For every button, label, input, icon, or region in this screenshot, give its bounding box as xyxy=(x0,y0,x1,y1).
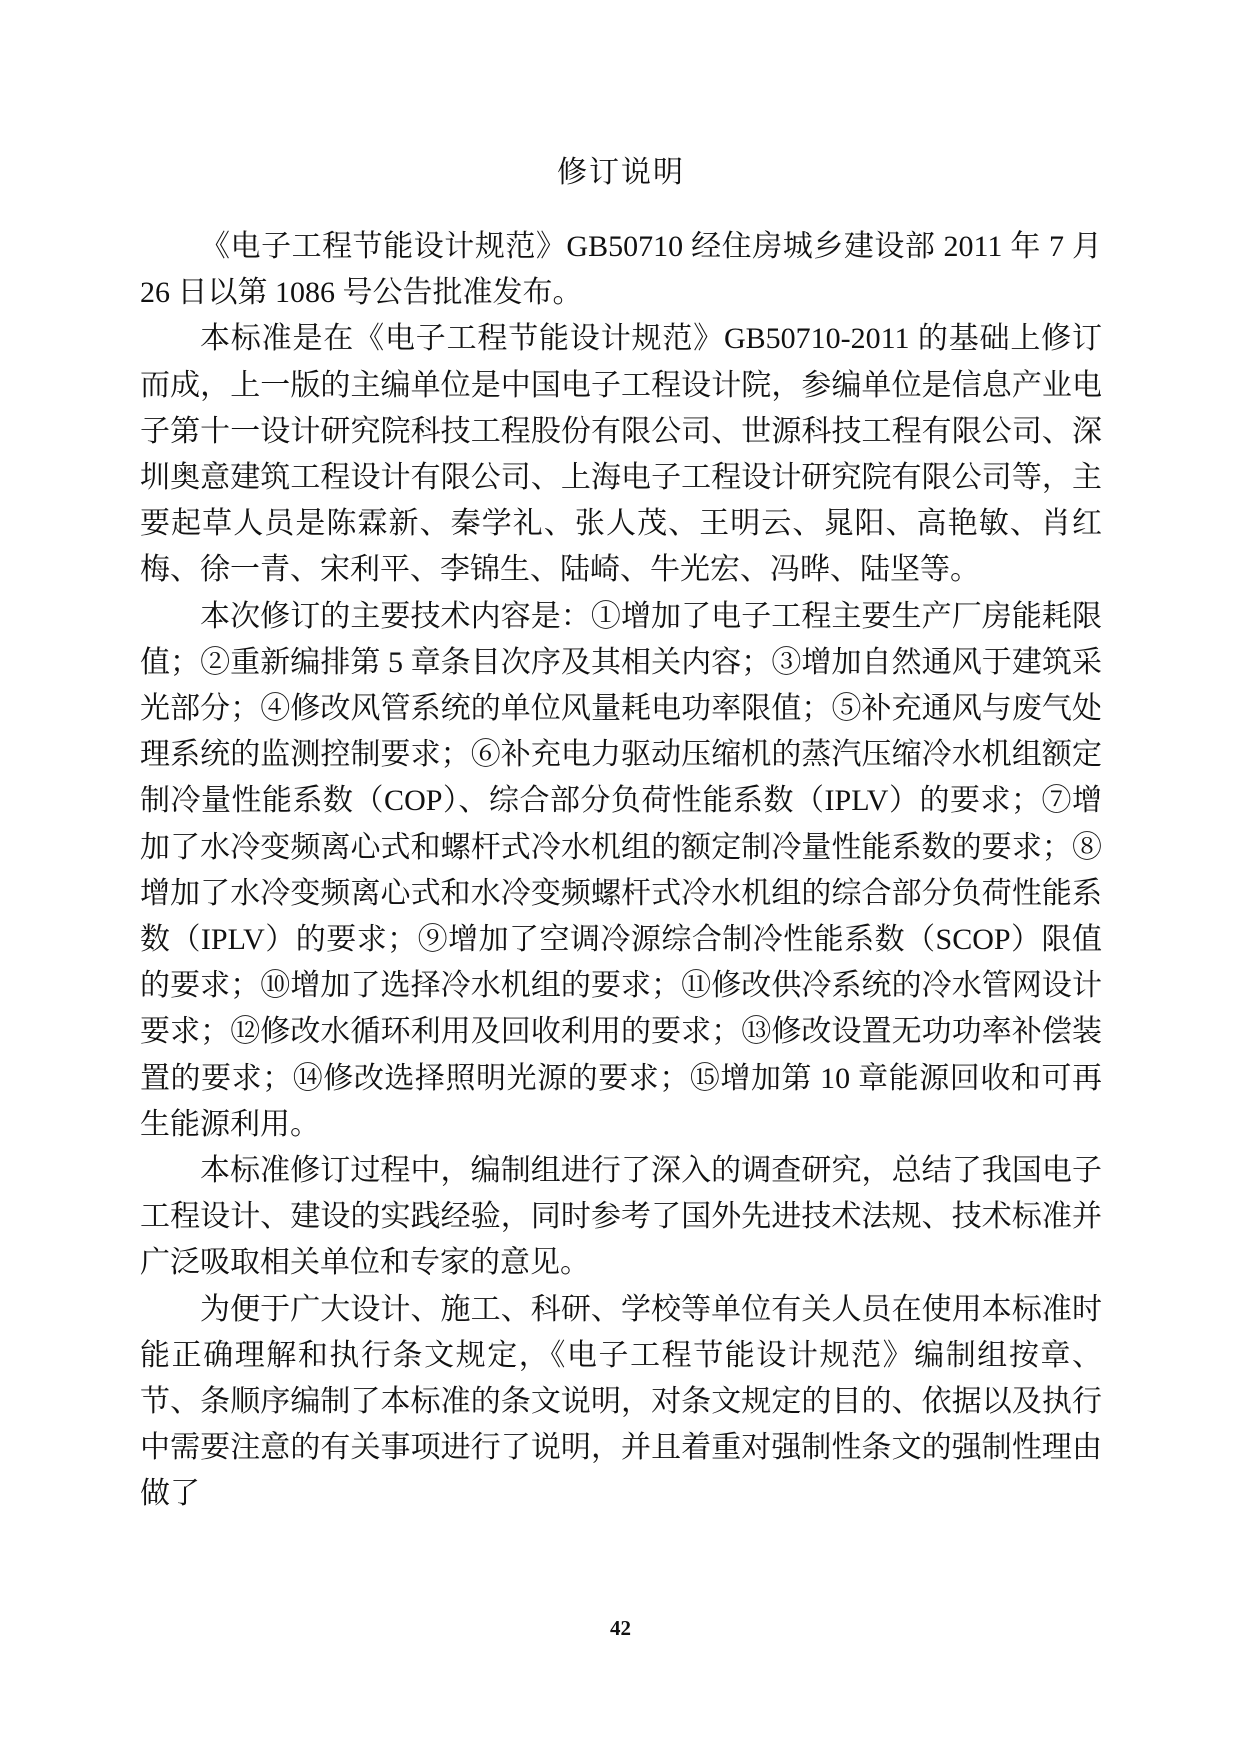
paragraph: 本次修订的主要技术内容是：①增加了电子工程主要生产厂房能耗限值；②重新编排第 5 章条目次序及其相关内容；③增加自然通风于建筑采光部分；④修改风管系统的单位风量耗电功率限值；⑤补充通风与废气处理系统的监测控制要求；⑥补充电力驱动压缩机的蒸汽压缩冷水机组额定制冷量性能系数（COP）、综合部分负荷性能系数（IPLV）的要求；⑦增加了水冷变频离心式和螺杆式冷水机组的额定制冷量性能系数的要求；⑧增加了水冷变频离心式和水冷变频螺杆式冷水机组的综合部分负荷性能系数（IPLV）的要求；⑨增加了空调冷源综合制冷性能系数（SCOP）限值的要求；⑩增加了选择冷水机组的要求；⑪修改供冷系统的冷水管网设计要求；⑫修改水循环利用及回收利用的要求；⑬修改设置无功功率补偿装置的要求；⑭修改选择照明光源的要求；⑮增加第 10 章能源回收和可再生能源利用。 xyxy=(140,599,1102,1141)
page-title: 修订说明 xyxy=(557,156,685,189)
paragraph: 为便于广大设计、施工、科研、学校等单位有关人员在使用本标准时能正确理解和执行条文规定，《电子工程节能设计规范》编制组按章、节、条顺序编制了本标准的条文说明，对条文规定的目的、依据以及执行中需要注意的有关事项进行了说明，并且着重对强制性条文的强制性理由做了 xyxy=(140,1292,1102,1511)
paragraph: 《电子工程节能设计规范》GB50710 经住房城乡建设部 2011 年 7 月 26 日以第 1086 号公告批准发布。 xyxy=(140,230,1102,310)
page-number: 42 xyxy=(610,1616,631,1640)
document-content xyxy=(140,150,1102,1518)
document-body xyxy=(140,224,1102,1518)
paragraph: 本标准修订过程中，编制组进行了深入的调查研究，总结了我国电子工程设计、建设的实践经验，同时参考了国外先进技术法规、技术标准并广泛吸取相关单位和专家的意见。 xyxy=(140,1154,1102,1280)
paragraph: 本标准是在《电子工程节能设计规范》GB50710-2011 的基础上修订而成，上一版的主编单位是中国电子工程设计院，参编单位是信息产业电子第十一设计研究院科技工程股份有限公司、世源科技工程有限公司、深圳奥意建筑工程设计有限公司、上海电子工程设计研究院有限公司等，主要起草人员是陈霖新、秦学礼、张人茂、王明云、晁阳、高艳敏、肖红梅、徐一青、宋利平、李锦生、陆崎、牛光宏、冯晔、陆坚等。 xyxy=(140,322,1102,587)
